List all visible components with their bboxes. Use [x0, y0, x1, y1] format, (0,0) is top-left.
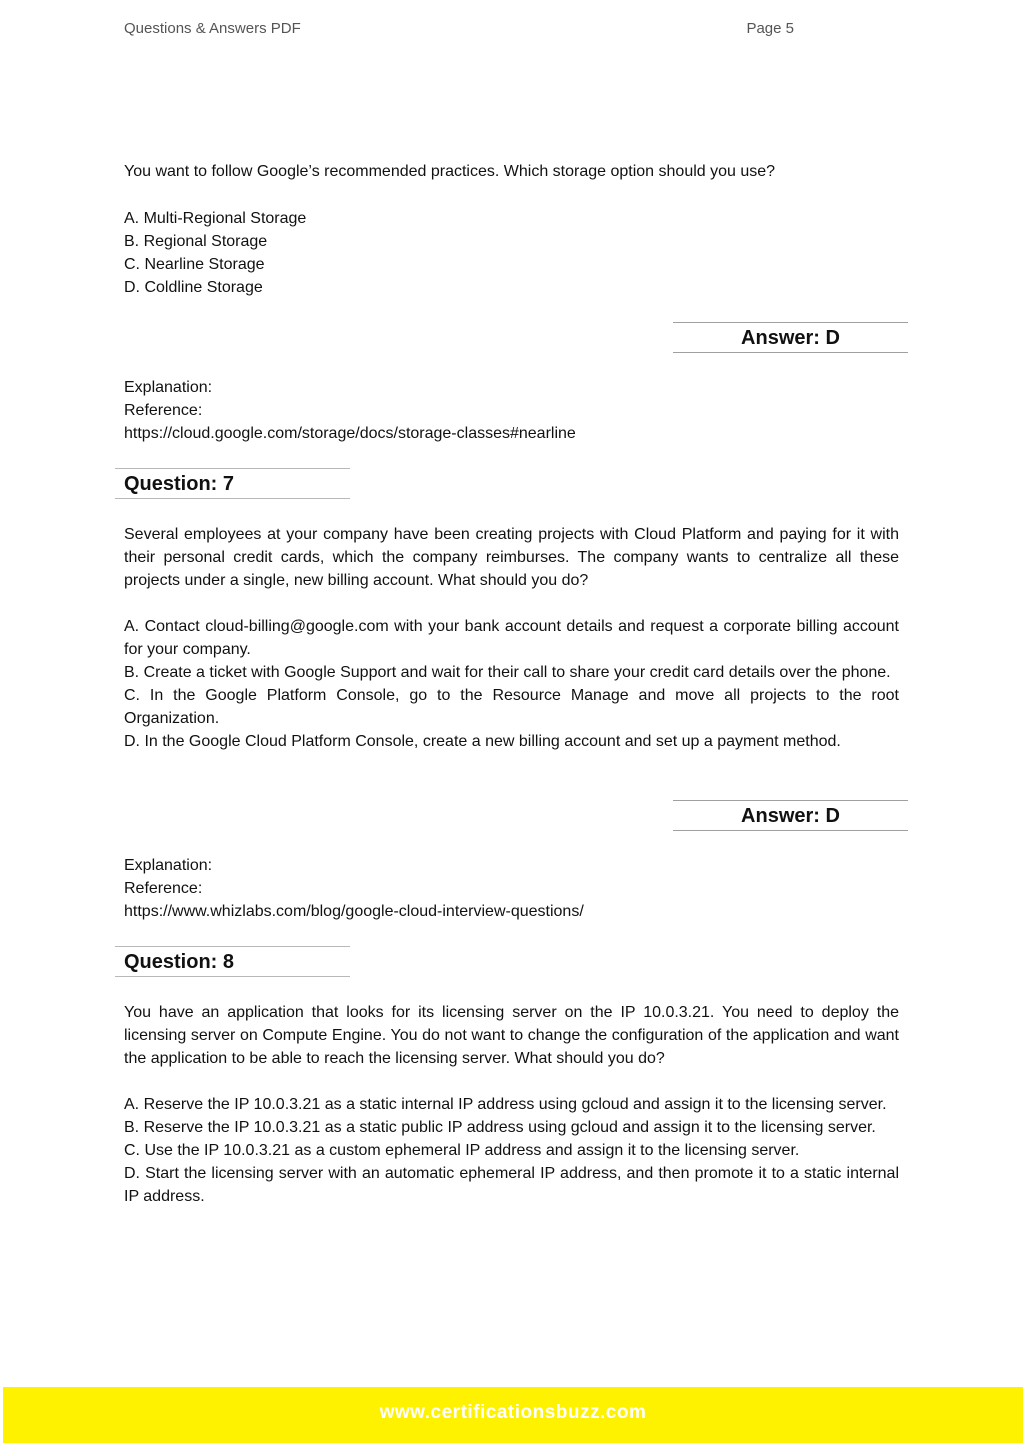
explanation-q6 [124, 376, 576, 445]
question-8-heading [115, 946, 350, 977]
option-d: D. Start the licensing server with an automatic ephemeral IP address, and then promote it to a static internal IP address. [124, 1165, 899, 1205]
answer-box-q7 [673, 800, 908, 831]
reference-link[interactable]: https://cloud.google.com/storage/docs/storage-classes#nearline [124, 425, 576, 442]
reference-label: Reference: [124, 402, 203, 419]
footer-website-link[interactable]: www.certificationsbuzz.com [379, 1402, 647, 1423]
option-d: D. In the Google Cloud Platform Console, create a new billing account and set up a payment method. [124, 733, 841, 750]
answer-label: Answer: D [741, 327, 840, 349]
option-b: B. Reserve the IP 10.0.3.21 as a static public IP address using gcloud and assign it to the licensing server. [124, 1119, 876, 1136]
answer-box-q6 [673, 322, 908, 353]
explanation-q7 [124, 854, 584, 923]
reference-label: Reference: [124, 880, 203, 897]
option-a: A. Contact cloud-billing@google.com with your bank account details and request a corporate billing account for your company. [124, 618, 899, 658]
option-a: A. Multi-Regional Storage [124, 210, 307, 227]
option-d: D. Coldline Storage [124, 279, 263, 296]
explanation-label: Explanation: [124, 379, 213, 396]
question-heading-text: Question: 7 [124, 473, 235, 495]
footer-banner [3, 1387, 1023, 1443]
explanation-label: Explanation: [124, 857, 213, 874]
question-8-options [124, 1093, 899, 1208]
page-header [124, 20, 794, 44]
document-title: Questions & Answers PDF [124, 20, 301, 37]
question-heading-text: Question: 8 [124, 951, 235, 973]
question-6-stem: You want to follow Google’s recommended practices. Which storage option should you use? [124, 163, 776, 180]
option-c: C. In the Google Platform Console, go to the Resource Manage and move all projects to the root Organization. [124, 687, 899, 727]
option-b: B. Regional Storage [124, 233, 268, 250]
option-b: B. Create a ticket with Google Support and wait for their call to share your credit card details over the phone. [124, 664, 891, 681]
option-a: A. Reserve the IP 10.0.3.21 as a static internal IP address using gcloud and assign it to the licensing server. [124, 1096, 887, 1113]
question-7-heading [115, 468, 350, 499]
option-c: C. Use the IP 10.0.3.21 as a custom ephemeral IP address and assign it to the licensing server. [124, 1142, 800, 1159]
question-7-options [124, 615, 899, 753]
question-7-stem: Several employees at your company have been creating projects with Cloud Platform and paying for it with their personal credit cards, which the company reimburses. The company wants to centralize all these projects under a single, new billing account. What should you do? [124, 526, 899, 589]
option-c: C. Nearline Storage [124, 256, 265, 273]
question-6-options [124, 207, 306, 299]
page-number: Page 5 [746, 20, 794, 37]
answer-label: Answer: D [741, 805, 840, 827]
reference-link[interactable]: https://www.whizlabs.com/blog/google-cloud-interview-questions/ [124, 903, 584, 920]
question-8-stem: You have an application that looks for its licensing server on the IP 10.0.3.21. You need to deploy the licensing server on Compute Engine. You do not want to change the configuration of the application and want the application to be able to reach the licensing server. What should you do? [124, 1004, 899, 1067]
